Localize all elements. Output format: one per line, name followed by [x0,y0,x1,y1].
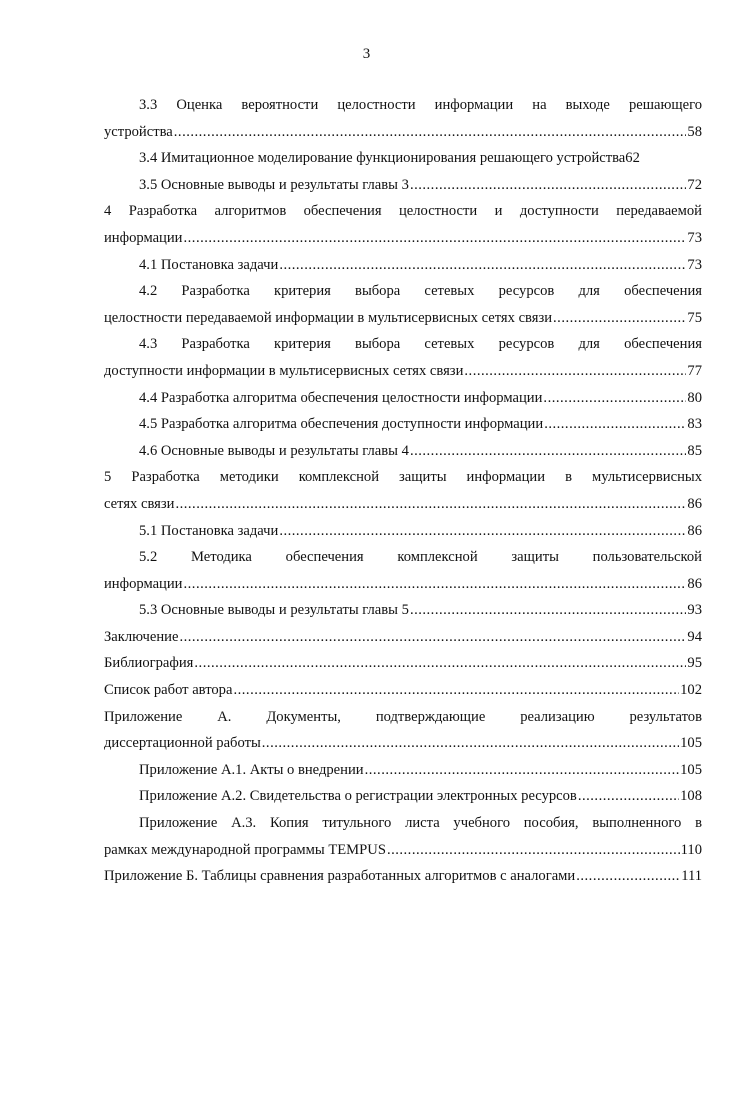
toc-entry-4-3-first-line: 4.3 Разработка критерия выбора сетевых ресурсов для обеспечения [139,336,702,353]
toc-page-number: 73 [687,229,702,246]
toc-entry-3-3-first-line: 3.3 Оценка вероятности целостности информации на выходе решающего [139,97,702,113]
toc-entry-appendix-b[interactable] [104,863,702,890]
dot-leader [410,597,686,624]
toc-entry-appendix-a-first-line: Приложение А. Документы, подтверждающие реализацию результатов [104,708,702,725]
toc-entry-conclusion[interactable] [104,624,702,651]
toc-entry-title: информации [104,229,183,246]
toc-entry-title: Приложение Б. Таблицы сравнения разработанных алгоритмов с аналогами [104,868,576,885]
toc-page-number: 93 [687,602,702,619]
dot-leader [410,172,686,199]
toc-entry-title: 4.6 Основные выводы и результаты главы 4 [139,442,409,459]
toc-page-number: 108 [680,788,702,805]
dot-leader [194,650,686,677]
toc-entry-4-5[interactable] [104,411,702,438]
toc-entry-title: 4.4 Разработка алгоритма обеспечения целостности информации [139,389,543,406]
dot-leader [365,757,680,784]
toc-entry-title: 4.1 Постановка задачи [139,256,279,273]
toc-entry-title: Библиография [104,655,194,672]
toc-page-number: 86 [687,575,702,592]
toc-page-number: 85 [687,442,702,459]
toc-entry-title: устройства [104,123,173,140]
toc-entry-5-3[interactable] [104,597,702,624]
dot-leader [544,411,686,438]
toc-entry-title: сетях связи [104,495,175,512]
toc-entry-appendix-a-2[interactable] [104,783,702,810]
dot-leader [578,783,679,810]
toc-page-number: 73 [687,256,702,273]
toc-page-number: 95 [687,655,702,672]
dot-leader [184,225,687,252]
toc-entry-title: Приложение А.2. Свидетельства о регистрации электронных ресурсов [139,788,577,805]
toc-page-number: 94 [687,628,702,645]
dot-leader [576,863,680,890]
toc-entry-appendix-a-1[interactable] [104,757,702,784]
dot-leader [233,677,679,704]
toc-page-number: 86 [687,495,702,512]
toc-entry-title: 5.1 Постановка задачи [139,522,279,539]
toc-entry-4-2[interactable] [104,305,702,332]
toc-page-number: 75 [687,309,702,326]
toc-entry-3-5[interactable] [104,172,702,199]
toc-entry-title: 5.3 Основные выводы и результаты главы 5 [139,602,409,619]
toc-entry-4-3[interactable] [104,358,702,385]
dot-leader [262,730,679,757]
toc-entry-title: Заключение [104,628,179,645]
dot-leader [174,119,687,146]
toc-entry-title: Список работ автора [104,682,233,699]
toc-entry-4-1[interactable] [104,252,702,279]
toc-entry-4-6[interactable] [104,438,702,465]
toc-page-number: 80 [687,389,702,406]
toc-entry-chapter-5-first-line: 5 Разработка методики комплексной защиты информации в мультисервисных [104,469,702,486]
toc-page-number: 111 [681,868,702,885]
toc-entry-5-2-first-line: 5.2 Методика обеспечения комплексной защиты пользовательской [139,549,702,566]
toc-page-number: 110 [680,841,702,858]
toc-entry-chapter-4-first-line: 4 Разработка алгоритмов обеспечения целостности и доступности передаваемой [104,203,702,220]
toc-page-number: 77 [687,362,702,379]
dot-leader [464,358,686,385]
toc-entry-4-4[interactable] [104,385,702,412]
toc-page-number: 105 [680,761,702,778]
dot-leader [387,837,680,864]
dot-leader [553,305,686,332]
dot-leader [279,252,686,279]
toc-entry-3-3[interactable] [104,119,702,146]
toc-entry-title: 3.5 Основные выводы и результаты главы 3 [139,176,409,193]
toc-entry-3-4[interactable]: 3.4 Имитационное моделирование функционирования решающего устройства62 [139,150,640,167]
toc-entry-5-2[interactable] [104,571,702,598]
toc-entry-title: Приложение А.1. Акты о внедрении [139,761,364,778]
dot-leader [179,624,686,651]
toc-page-number: 72 [687,176,702,193]
page-number: 3 [362,46,371,62]
toc-entry-title: 4.5 Разработка алгоритма обеспечения доступности информации [139,416,544,433]
dot-leader [184,571,687,598]
toc-entry-chapter-4[interactable] [104,225,702,252]
toc-entry-bibliography[interactable] [104,650,702,677]
toc-entry-appendix-a[interactable] [104,730,702,757]
toc-entry-4-2-first-line: 4.2 Разработка критерия выбора сетевых ресурсов для обеспечения [139,283,702,300]
dot-leader [279,518,686,545]
toc-entry-title: рамках международной программы TEMPUS [104,841,386,858]
toc-page-number: 58 [687,123,702,140]
toc-entry-5-1[interactable] [104,518,702,545]
toc-page-number: 102 [680,682,702,699]
toc-page-number: 105 [680,735,702,752]
toc-entry-title: диссертационной работы [104,735,261,752]
toc-page-number: 86 [687,522,702,539]
toc-entry-author-works[interactable] [104,677,702,704]
toc-entry-title: информации [104,575,183,592]
toc-entry-chapter-5[interactable] [104,491,702,518]
toc-entry-appendix-a-3[interactable] [104,837,702,864]
dot-leader [543,385,686,412]
dot-leader [410,438,686,465]
toc-entry-appendix-a-3-first-line: Приложение А.3. Копия титульного листа учебного пособия, выполненного в [139,815,702,832]
toc-entry-title: доступности информации в мультисервисных сетях связи [104,362,464,379]
dot-leader [175,491,686,518]
toc-page-number: 83 [687,416,702,433]
toc-entry-title: целостности передаваемой информации в мультисервисных сетях связи [104,309,553,326]
table-of-contents [104,92,702,890]
